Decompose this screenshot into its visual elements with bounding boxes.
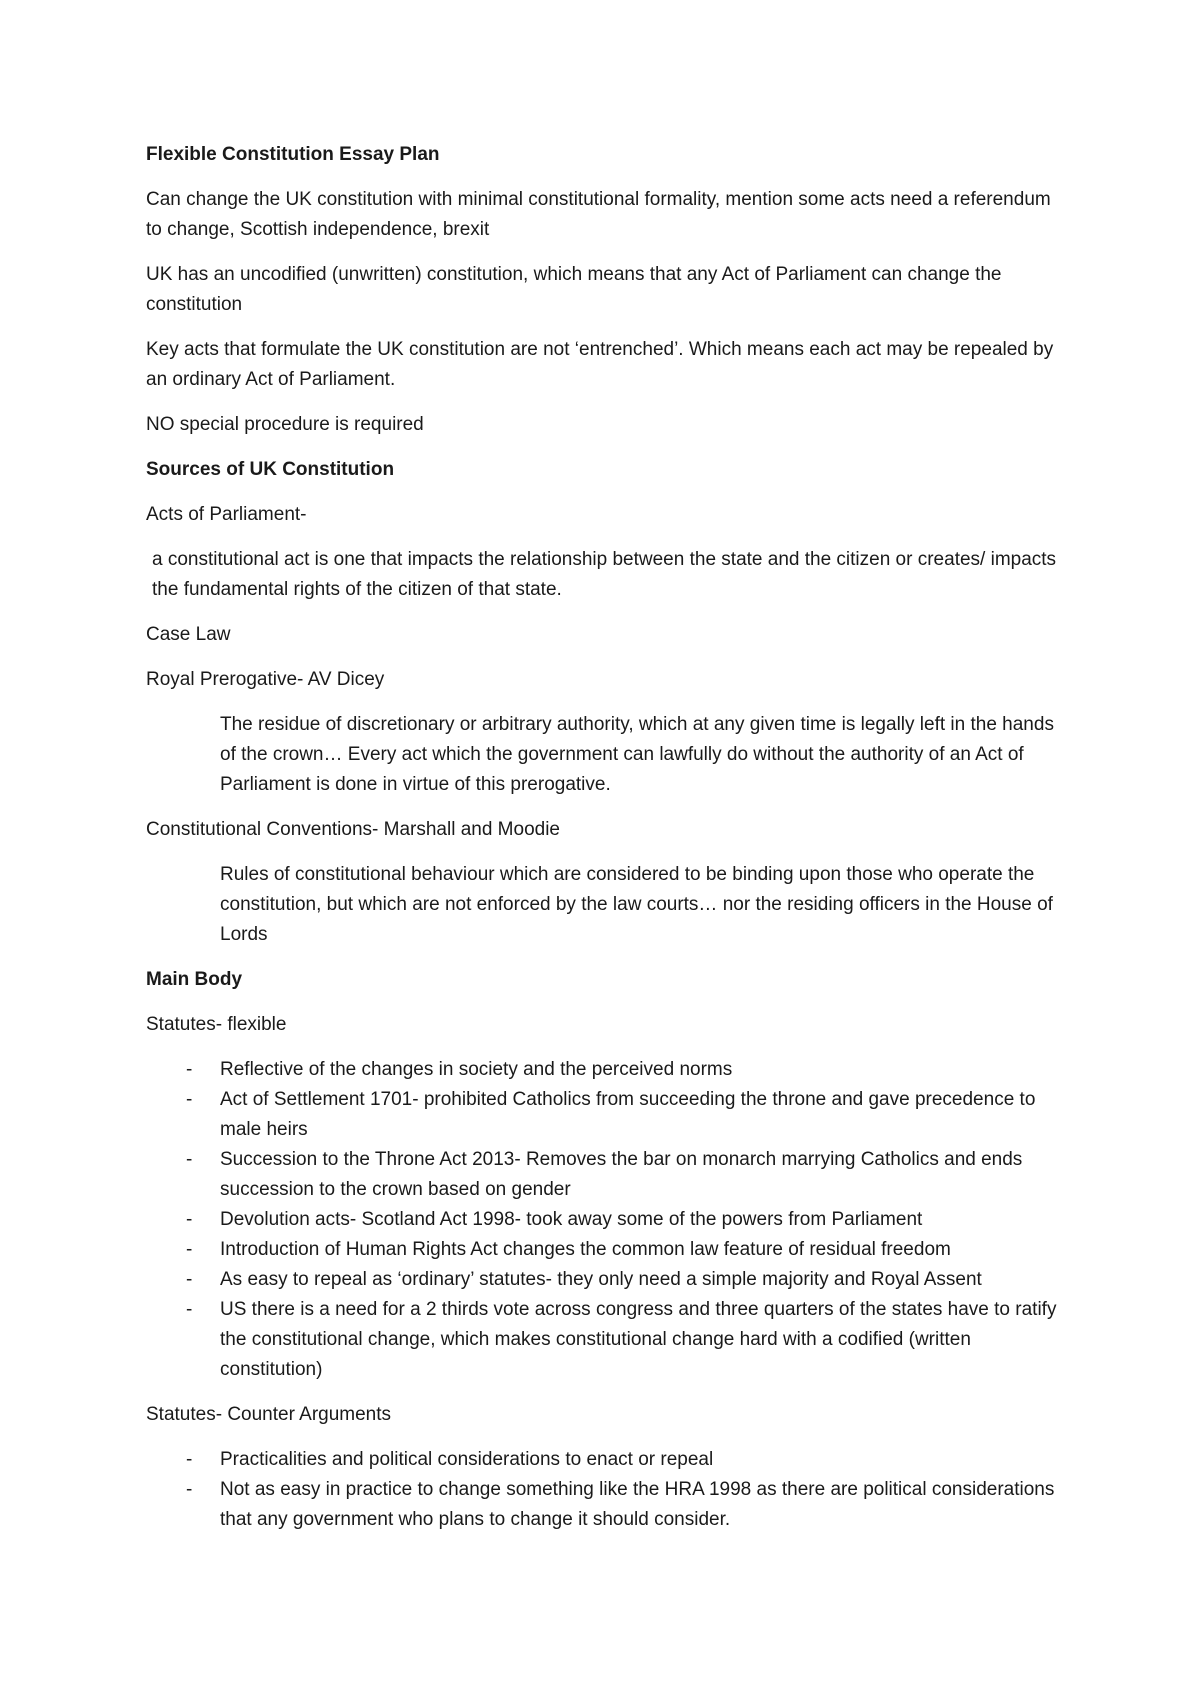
list-item (146, 1205, 1066, 1235)
list-item-text: Act of Settlement 1701- prohibited Catholics from succeeding the throne and gave precedence to male heirs (220, 1089, 1036, 1140)
dash-bullet: - (186, 1209, 193, 1230)
acts-of-parliament-text: a constitutional act is one that impacts the relationship between the state and the citizen or creates/ impacts the fundamental rights of the citizen of that state. (152, 549, 1057, 600)
list-item (146, 1475, 1066, 1535)
list-item-text: Practicalities and political considerations to enact or repeal (220, 1449, 714, 1470)
intro-paragraph-2: UK has an uncodified (unwritten) constitution, which means that any Act of Parliament can change the constitution (146, 264, 1002, 315)
main-body-heading: Main Body (146, 969, 243, 990)
statutes-flexible-list (146, 1055, 1066, 1385)
list-item-text: Introduction of Human Rights Act changes the common law feature of residual freedom (220, 1239, 951, 1260)
list-item (146, 1085, 1066, 1145)
list-item-text: Succession to the Throne Act 2013- Removes the bar on monarch marrying Catholics and ends succession to the crown based on gender (220, 1149, 1023, 1200)
dash-bullet: - (186, 1149, 193, 1170)
dash-bullet: - (186, 1479, 193, 1500)
statutes-counter-label: Statutes- Counter Arguments (146, 1404, 392, 1425)
list-item (146, 1145, 1066, 1205)
dash-bullet: - (186, 1299, 193, 1320)
conventions-quote: Rules of constitutional behaviour which are considered to be binding upon those who operate the constitution, but which are not enforced by the law courts… nor the residing officers in the House of Lords (220, 864, 1053, 945)
list-item-text: US there is a need for a 2 thirds vote across congress and three quarters of the states have to ratify the constitutional change, which makes constitutional change hard with a codified (written constitution) (220, 1299, 1057, 1380)
intro-paragraph-3: Key acts that formulate the UK constitution are not ‘entrenched’. Which means each act may be repealed by an ordinary Act of Parliament. (146, 339, 1054, 390)
dash-bullet: - (186, 1269, 193, 1290)
dash-bullet: - (186, 1059, 193, 1080)
royal-prerogative-quote: The residue of discretionary or arbitrary authority, which at any given time is legally left in the hands of the crown… Every act which the government can lawfully do without the authority of an Act of Parliament is done in virtue of this prerogative. (220, 714, 1054, 795)
dash-bullet: - (186, 1239, 193, 1260)
list-item (146, 1235, 1066, 1265)
case-law-label: Case Law (146, 624, 231, 645)
intro-paragraph-1: Can change the UK constitution with minimal constitutional formality, mention some acts need a referendum to change, Scottish independence, brexit (146, 189, 1051, 240)
list-item-text: As easy to repeal as ‘ordinary’ statutes- they only need a simple majority and Royal Assent (220, 1269, 982, 1290)
document-body (146, 140, 1066, 1550)
list-item (146, 1445, 1066, 1475)
conventions-label: Constitutional Conventions- Marshall and Moodie (146, 819, 561, 840)
dash-bullet: - (186, 1449, 193, 1470)
list-item (146, 1295, 1066, 1385)
acts-of-parliament-label: Acts of Parliament- (146, 504, 307, 525)
list-item-text: Not as easy in practice to change something like the HRA 1998 as there are political considerations that any government who plans to change it should consider. (220, 1479, 1055, 1530)
list-item (146, 1265, 1066, 1295)
list-item-text: Devolution acts- Scotland Act 1998- took away some of the powers from Parliament (220, 1209, 923, 1230)
list-item-text: Reflective of the changes in society and the perceived norms (220, 1059, 733, 1080)
document-title: Flexible Constitution Essay Plan (146, 144, 440, 165)
statutes-counter-list (146, 1445, 1066, 1535)
statutes-flexible-label: Statutes- flexible (146, 1014, 287, 1035)
list-item (146, 1055, 1066, 1085)
royal-prerogative-label: Royal Prerogative- AV Dicey (146, 669, 385, 690)
sources-heading: Sources of UK Constitution (146, 459, 395, 480)
dash-bullet: - (186, 1089, 193, 1110)
intro-paragraph-4: NO special procedure is required (146, 414, 424, 435)
